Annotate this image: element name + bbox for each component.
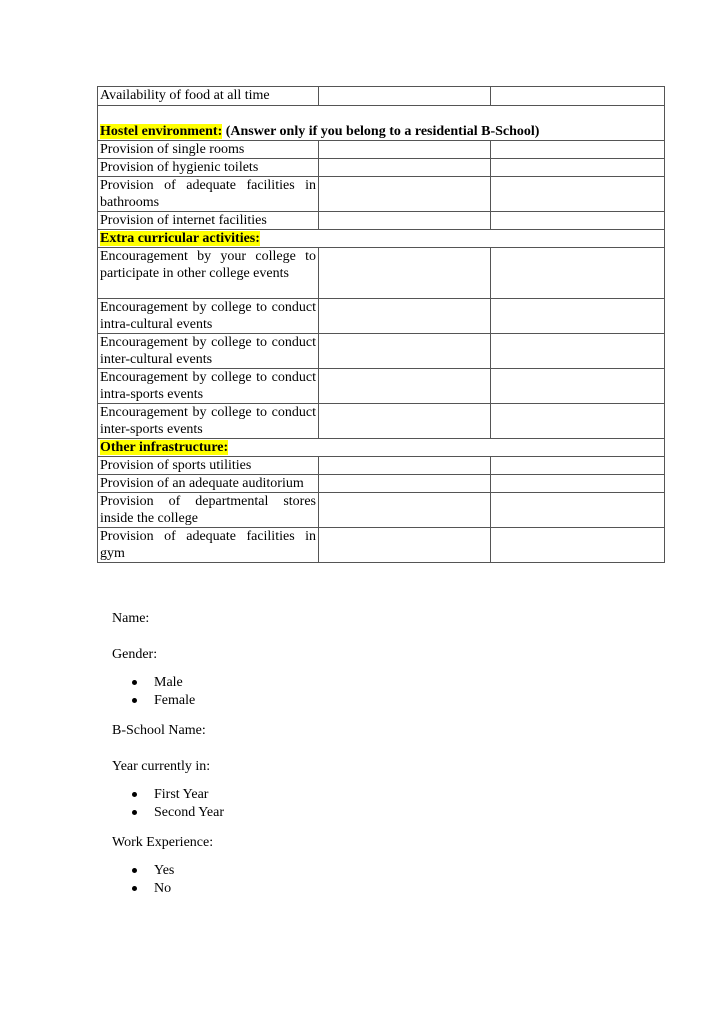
question-cell: Provision of adequate facilities in gym: [98, 528, 319, 563]
list-item[interactable]: [112, 804, 512, 822]
answer-cell[interactable]: [491, 177, 665, 212]
answer-cell[interactable]: [491, 248, 665, 299]
question-cell: Provision of departmental stores inside the college: [98, 493, 319, 528]
answer-cell[interactable]: [491, 212, 665, 230]
rating-table: [97, 86, 665, 563]
table-row: [98, 528, 665, 563]
option-label: Yes: [154, 863, 175, 878]
question-cell: Provision of hygienic toilets: [98, 159, 319, 177]
option-label: Female: [154, 693, 196, 708]
table-row: [98, 404, 665, 439]
question-cell: Encouragement by college to conduct intra-cultural events: [98, 299, 319, 334]
list-item[interactable]: [112, 862, 512, 880]
answer-cell[interactable]: [491, 404, 665, 439]
table-row: [98, 369, 665, 404]
question-cell: Encouragement by college to conduct intra-sports events: [98, 369, 319, 404]
list-item[interactable]: [112, 880, 512, 898]
answer-cell[interactable]: [491, 493, 665, 528]
experience-options: [112, 862, 512, 898]
answer-cell[interactable]: [491, 141, 665, 159]
table-row: [98, 334, 665, 369]
section-title: Other infrastructure:: [100, 440, 229, 455]
bullet-icon: [132, 810, 137, 815]
section-title: Extra curricular activities:: [100, 231, 260, 246]
answer-cell[interactable]: [319, 493, 491, 528]
answer-cell[interactable]: [319, 457, 491, 475]
gender-options: [112, 674, 512, 710]
bullet-icon: [132, 886, 137, 891]
table-row: [98, 212, 665, 230]
bullet-icon: [132, 698, 137, 703]
bullet-icon: [132, 868, 137, 873]
table-row: [98, 475, 665, 493]
answer-cell[interactable]: [319, 177, 491, 212]
answer-cell[interactable]: [491, 159, 665, 177]
question-cell: Encouragement by your college to participate in other college events: [98, 248, 319, 299]
question-cell: Provision of adequate facilities in bathrooms: [98, 177, 319, 212]
section-header: [98, 439, 665, 457]
section-row-extra-curricular: [98, 230, 665, 248]
gender-label: Gender:: [112, 647, 158, 662]
section-row-hostel: [98, 106, 665, 141]
answer-cell[interactable]: [319, 248, 491, 299]
answer-cell[interactable]: [319, 212, 491, 230]
bullet-icon: [132, 680, 137, 685]
question-cell: Encouragement by college to conduct inter-sports events: [98, 404, 319, 439]
table-row: [98, 248, 665, 299]
table-row: [98, 87, 665, 106]
answer-cell[interactable]: [491, 369, 665, 404]
answer-cell[interactable]: [491, 299, 665, 334]
experience-label: Work Experience:: [112, 835, 214, 850]
table-row: [98, 141, 665, 159]
question-cell: Provision of internet facilities: [98, 212, 319, 230]
section-header: [98, 230, 665, 248]
question-cell: Availability of food at all time: [98, 87, 319, 106]
table-row: [98, 159, 665, 177]
answer-cell[interactable]: [491, 334, 665, 369]
list-item[interactable]: [112, 692, 512, 710]
question-cell: Provision of sports utilities: [98, 457, 319, 475]
answer-cell[interactable]: [319, 369, 491, 404]
question-cell: Provision of single rooms: [98, 141, 319, 159]
list-item[interactable]: [112, 674, 512, 692]
option-label: Male: [154, 675, 183, 690]
answer-cell[interactable]: [319, 528, 491, 563]
answer-cell[interactable]: [491, 475, 665, 493]
answer-cell[interactable]: [319, 87, 491, 106]
respondent-details: [112, 610, 512, 898]
answer-cell[interactable]: [491, 528, 665, 563]
name-label: Name:: [112, 611, 150, 626]
option-label: First Year: [154, 787, 209, 802]
list-item[interactable]: [112, 786, 512, 804]
section-header: [98, 106, 665, 141]
year-options: [112, 786, 512, 822]
section-title: Hostel environment:: [100, 124, 223, 139]
table-row: [98, 493, 665, 528]
answer-cell[interactable]: [319, 404, 491, 439]
table-row: [98, 177, 665, 212]
answer-cell[interactable]: [319, 141, 491, 159]
section-row-other-infrastructure: [98, 439, 665, 457]
table-row: [98, 457, 665, 475]
table-row: [98, 299, 665, 334]
option-label: No: [154, 881, 172, 896]
answer-cell[interactable]: [319, 334, 491, 369]
answer-cell[interactable]: [319, 475, 491, 493]
answer-cell[interactable]: [319, 159, 491, 177]
option-label: Second Year: [154, 805, 224, 820]
question-cell: Provision of an adequate auditorium: [98, 475, 319, 493]
year-label: Year currently in:: [112, 759, 211, 774]
question-cell: Encouragement by college to conduct inter-cultural events: [98, 334, 319, 369]
school-label: B-School Name:: [112, 723, 206, 738]
answer-cell[interactable]: [319, 299, 491, 334]
answer-cell[interactable]: [491, 87, 665, 106]
section-note: (Answer only if you belong to a residential B-School): [222, 124, 540, 139]
bullet-icon: [132, 792, 137, 797]
answer-cell[interactable]: [491, 457, 665, 475]
